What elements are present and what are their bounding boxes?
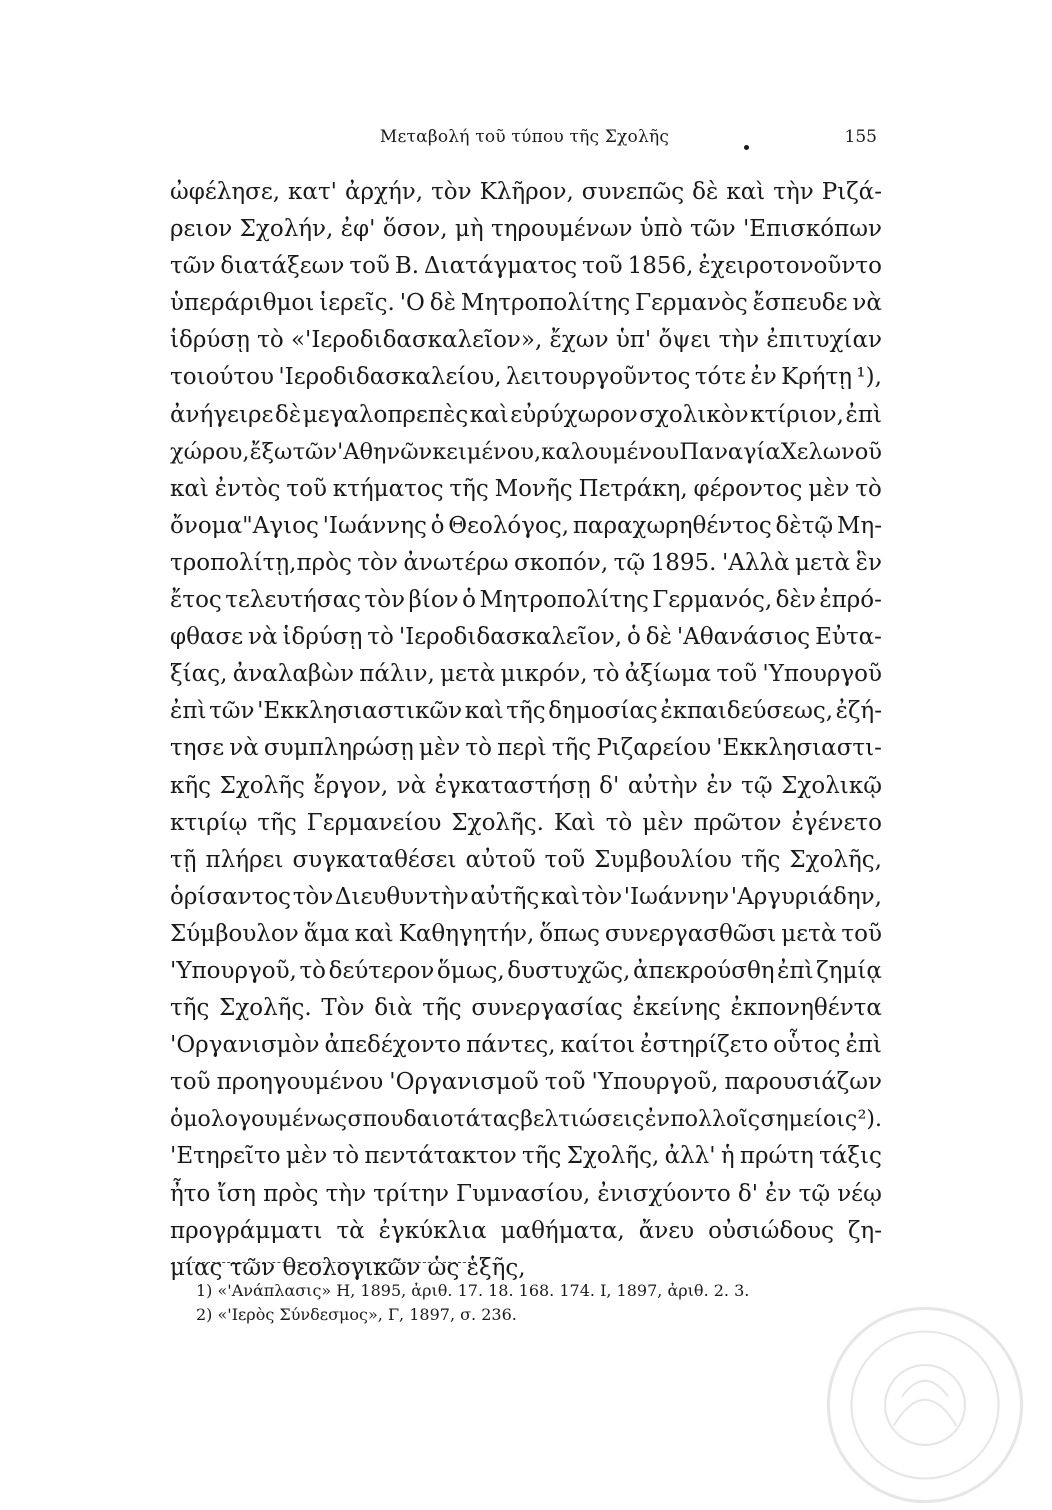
- ornament-dot: [744, 145, 749, 150]
- text-line: χώρου,ἔξω τῶν'Αθηνῶνκειμένου, καλουμένου Παναγία Χελωνοῦ: [170, 438, 882, 465]
- text-line: ἀνήγειρε δὲ μεγαλοπρεπὲς καὶ εὐρύχωρον σχολικὸν κτίριον, ἐπὶ: [170, 401, 882, 428]
- text-line: τῆς Σχολῆς. Τὸν διὰ τῆς συνεργασίας ἐκείνης ἐκπονηθέντα: [170, 995, 882, 1022]
- text-line: κῆς Σχολῆς ἔργον, νὰ ἐγκαταστήσῃ δ' αὐτὴν ἐν τῷ Σχολικῷ: [170, 772, 882, 799]
- text-line: ὑπεράριθμοι ἱερεῖς. 'Ο δὲ Μητροπολίτης Γερμανὸς ἔσπευδε νὰ: [170, 290, 882, 317]
- text-line: καὶ ἐντὸς τοῦ κτήματος τῆς Μονῆς Πετράκη, φέροντος μὲν τὸ: [170, 475, 882, 502]
- text-line: μίας τῶν θεολογικῶν ὡς ἑξῆς,: [170, 1254, 526, 1281]
- text-line: τῇ πλήρει συγκαταθέσει αὐτοῦ τοῦ Συμβουλίου τῆς Σχολῆς,: [170, 846, 882, 873]
- text-line: τησε νὰ συμπληρώσῃ μὲν τὸ περὶ τῆς Ριζαρείου 'Εκκλησιαστι-: [170, 735, 882, 762]
- text-line: τροπολίτῃ,πρὸς τὸν ἀνωτέρω σκοπόν, τῷ 1895. 'Αλλὰ μετὰ ἓν: [170, 549, 882, 576]
- text-line: κτιρίῳ τῆς Γερμανείου Σχολῆς. Καὶ τὸ μὲν πρῶτον ἐγένετο: [170, 809, 882, 836]
- text-line: ὠφέλησε, κατ' ἀρχήν, τὸν Κλῆρον, συνεπῶς δὲ καὶ τὴν Ριζά-: [170, 179, 882, 205]
- text-line: ἔτος τελευτήσας τὸν βίον ὁ Μητροπολίτης Γερμανός, δὲν ἐπρό-: [170, 587, 882, 614]
- running-title: Μεταβολή τοῦ τύπου τῆς Σχολῆς: [379, 127, 670, 147]
- footnote-divider: [172, 1262, 476, 1263]
- text-line: ξίας, ἀναλαβὼν πάλιν, μετὰ μικρόν, τὸ ἀξίωμα τοῦ 'Υπουργοῦ: [170, 661, 882, 688]
- footnotes: [196, 1279, 749, 1327]
- library-stamp-icon: [820, 1300, 1030, 1510]
- text-line: ὄνομα"Αγιος 'Ιωάννης ὁ Θεολόγος, παραχωρηθέντος δὲτῷ Μη-: [170, 512, 882, 539]
- text-line: τοιούτου 'Ιεροδιδασκαλείου, λειτουργοῦντος τότε ἐν Κρήτῃ ¹),: [170, 364, 882, 391]
- footnote-1: 1) «'Ανάπλασις» Η, 1895, ἀριθ. 17. 18. 168. 174. Ι, 1897, ἀριθ. 2. 3.: [196, 1281, 750, 1300]
- text-line: φθασε νὰ ἱδρύσῃ τὸ 'Ιεροδιδασκαλεῖον, ὁ δὲ 'Αθανάσιος Εὐτα-: [170, 624, 882, 651]
- running-head: [172, 127, 877, 155]
- text-line: τοῦ προηγουμένου 'Οργανισμοῦ τοῦ 'Υπουργοῦ, παρουσιάζων: [170, 1069, 882, 1096]
- text-line: ρειον Σχολήν, ἐφ' ὅσον, μὴ τηρουμένων ὑπὸ τῶν 'Επισκόπων: [170, 216, 882, 243]
- text-line: ἦτο ἴση πρὸς τὴν τρίτην Γυμνασίου, ἐνισχύοντο δ' ἐν τῷ νέῳ: [170, 1180, 882, 1207]
- text-line: 'Οργανισμὸν ἀπεδέχοντο πάντες, καίτοι ἐστηρίζετο οὗτος ἐπὶ: [170, 1032, 882, 1059]
- text-line: 'Υπουργοῦ, τὸ δεύτερον ὅμως, δυστυχῶς, ἀπεκρούσθη ἐπὶ ζημίᾳ: [170, 957, 882, 984]
- text-line: ὁμολογουμένως σπουδαιοτάτας βελτιώσεις ἐν πολλοῖς σημείοις ²).: [170, 1107, 882, 1133]
- page-number: 155: [844, 127, 877, 147]
- text-line: ἐπὶ τῶν 'Εκκλησιαστικῶν καὶ τῆς δημοσίας ἐκπαιδεύσεως, ἐζή-: [170, 698, 882, 725]
- text-line: τῶν διατάξεων τοῦ Β. Διατάγματος τοῦ 1856, ἐχειροτονοῦντο: [170, 253, 882, 280]
- text-line: προγράμματι τὰ ἐγκύκλια μαθήματα, ἄνευ οὐσιώδους ζη-: [170, 1217, 882, 1244]
- text-line: Σύμβουλον ἅμα καὶ Καθηγητήν, ὅπως συνεργασθῶσι μετὰ τοῦ: [170, 920, 882, 947]
- body-text: [170, 174, 882, 1287]
- footnote-2: 2) «'Ιερὸς Σύνδεσμος», Γ, 1897, σ. 236.: [196, 1305, 517, 1324]
- text-line: ἱδρύσῃ τὸ «'Ιεροδιδασκαλεῖον», ἔχων ὑπ' ὄψει τὴν ἐπιτυχίαν: [170, 327, 882, 354]
- text-line: 'Ετηρεῖτο μὲν τὸ πεντάτακτον τῆς Σχολῆς, ἀλλ' ἡ πρώτη τάξις: [170, 1143, 882, 1170]
- text-line: ὁρίσαντος τὸν Διευθυντὴν αὐτῆς καὶ τὸν 'Ιωάννην 'Αργυριάδην,: [170, 883, 882, 910]
